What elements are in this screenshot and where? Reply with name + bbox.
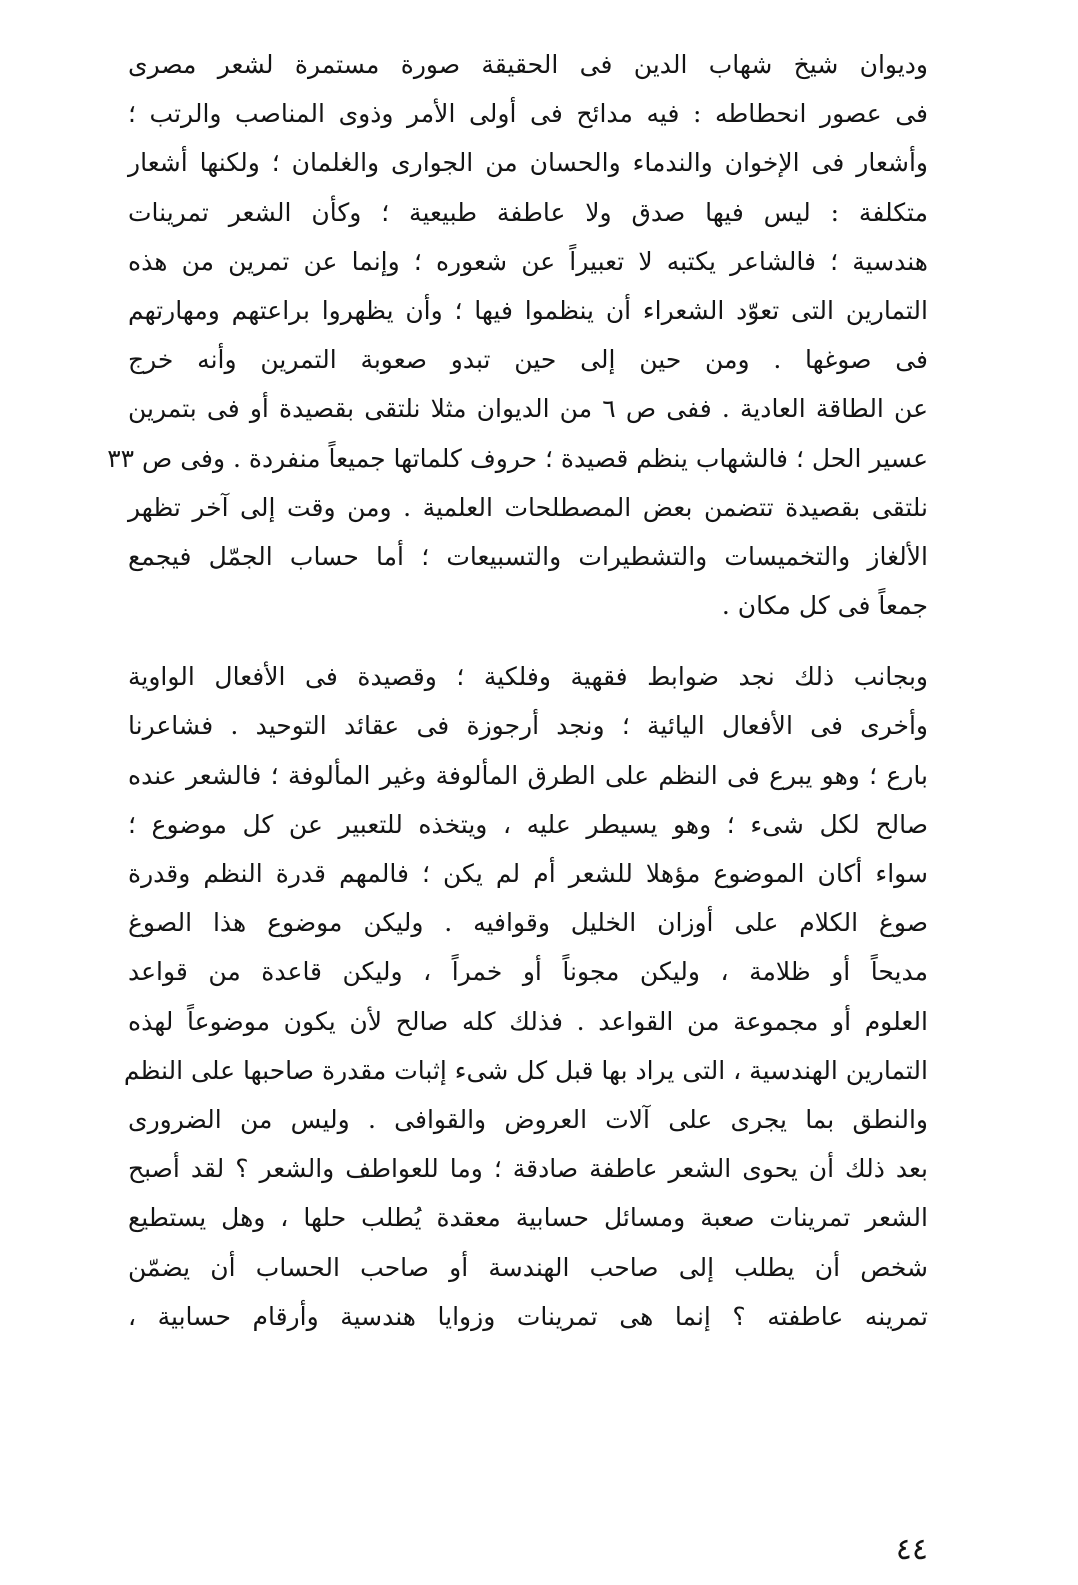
text-line: بعد ذلك أن يحوى الشعر عاطفة صادقة ؛ وما للعواطف والشعر ؟ لقد أصبح bbox=[128, 1154, 928, 1184]
text-line: التمارين التى تعوّد الشعراء أن ينظموا فيها ؛ وأن يظهروا براعتهم ومهارتهم bbox=[128, 295, 928, 325]
text-line: جمعاً فى كل مكان . bbox=[721, 591, 928, 621]
text-line: وأخرى فى الأفعال اليائية ؛ ونجد أرجوزة فى عقائد التوحيد . فشاعرنا bbox=[128, 711, 928, 741]
text-line: سواء أكان الموضوع مؤهلا للشعر أم لم يكن ؛ فالمهم قدرة النظم وقدرة bbox=[128, 859, 928, 888]
text-line: وديوان شيخ شهاب الدين فى الحقيقة صورة مستمرة لشعر مصرى bbox=[128, 50, 928, 79]
text-line: فى عصور انحطاطه : فيه مدائح فى أولى الأمر وذوى المناصب والرتب ؛ bbox=[128, 99, 928, 129]
text-line: عسير الحل ؛ فالشهاب ينظم قصيدة ؛ حروف كلماتها جميعاً منفردة . وفى ص ٣٣ bbox=[107, 443, 928, 473]
text-line: التمارين الهندسية ، التى يراد بها قبل كل شىء إثبات مقدرة صاحبها على النظم bbox=[123, 1055, 928, 1085]
paragraph-2 bbox=[123, 652, 928, 1341]
text-line: وبجانب ذلك نجد ضوابط فقهية وفلكية ؛ وقصيدة فى الأفعال الواوية bbox=[128, 662, 928, 692]
text-line: الشعر تمرينات صعبة ومسائل حسابية معقدة يُطلب حلها ، وهل يستطيع bbox=[128, 1203, 928, 1233]
page-number: ٤٤ bbox=[895, 1532, 928, 1567]
text-line: مديحاً أو ظلامة ، وليكن مجوناً أو خمراً ، وليكن قاعدة من قواعد bbox=[128, 957, 928, 987]
text-line: والنطق بما يجرى على آلات العروض والقوافى . وليس من الضرورى bbox=[128, 1104, 928, 1134]
text-line: بارع ؛ وهو يبرع فى النظم على الطرق المألوفة وغير المألوفة ؛ فالشعر عنده bbox=[128, 760, 928, 790]
text-line: هندسية ؛ فالشاعر يكتبه لا تعبيراً عن شعوره ؛ وإنما عن تمرين من هذه bbox=[128, 246, 928, 276]
text-line: صالح لكل شىء ؛ وهو يسيطر عليه ، ويتخذه للتعبير عن كل موضوع ؛ bbox=[128, 809, 928, 839]
text-line: العلوم أو مجموعة من القواعد . فذلك كله صالح لأن يكون موضوعاً لهذه bbox=[128, 1006, 928, 1036]
text-line: وأشعار فى الإخوان والندماء والحسان من الجوارى والغلمان ؛ ولكنها أشعار bbox=[128, 148, 928, 178]
text-line: عن الطاقة العادية . ففى ص ٦ من الديوان مثلا نلتقى بقصيدة أو فى بتمرين bbox=[128, 394, 928, 424]
text-line: فى صوغها . ومن حين إلى حين تبدو صعوبة التمرين وأنه خرج bbox=[128, 345, 928, 375]
text-line: تمرينه عاطفته ؟ إنما هى تمرينات وزوايا هندسية وأرقام حسابية ، bbox=[128, 1301, 928, 1331]
paragraph-gap bbox=[128, 630, 928, 652]
text-line: نلتقى بقصيدة تتضمن بعض المصطلحات العلمية . ومن وقت إلى آخر تظهر bbox=[128, 492, 928, 522]
text-line: الألغاز والتخميسات والتشطيرات والتسبيعات ؛ أما حساب الجمّل فيجمع bbox=[128, 541, 928, 571]
text-line: صوغ الكلام على أوزان الخليل وقوافيه . وليكن موضوع هذا الصوغ bbox=[128, 908, 928, 938]
paragraph-1 bbox=[107, 40, 928, 630]
text-line: متكلفة : ليس فيها صدق ولا عاطفة طبيعية ؛ وكأن الشعر تمرينات bbox=[128, 197, 928, 227]
text-line: شخص أن يطلب إلى صاحب الهندسة أو صاحب الحساب أن يضمّن bbox=[128, 1252, 928, 1282]
